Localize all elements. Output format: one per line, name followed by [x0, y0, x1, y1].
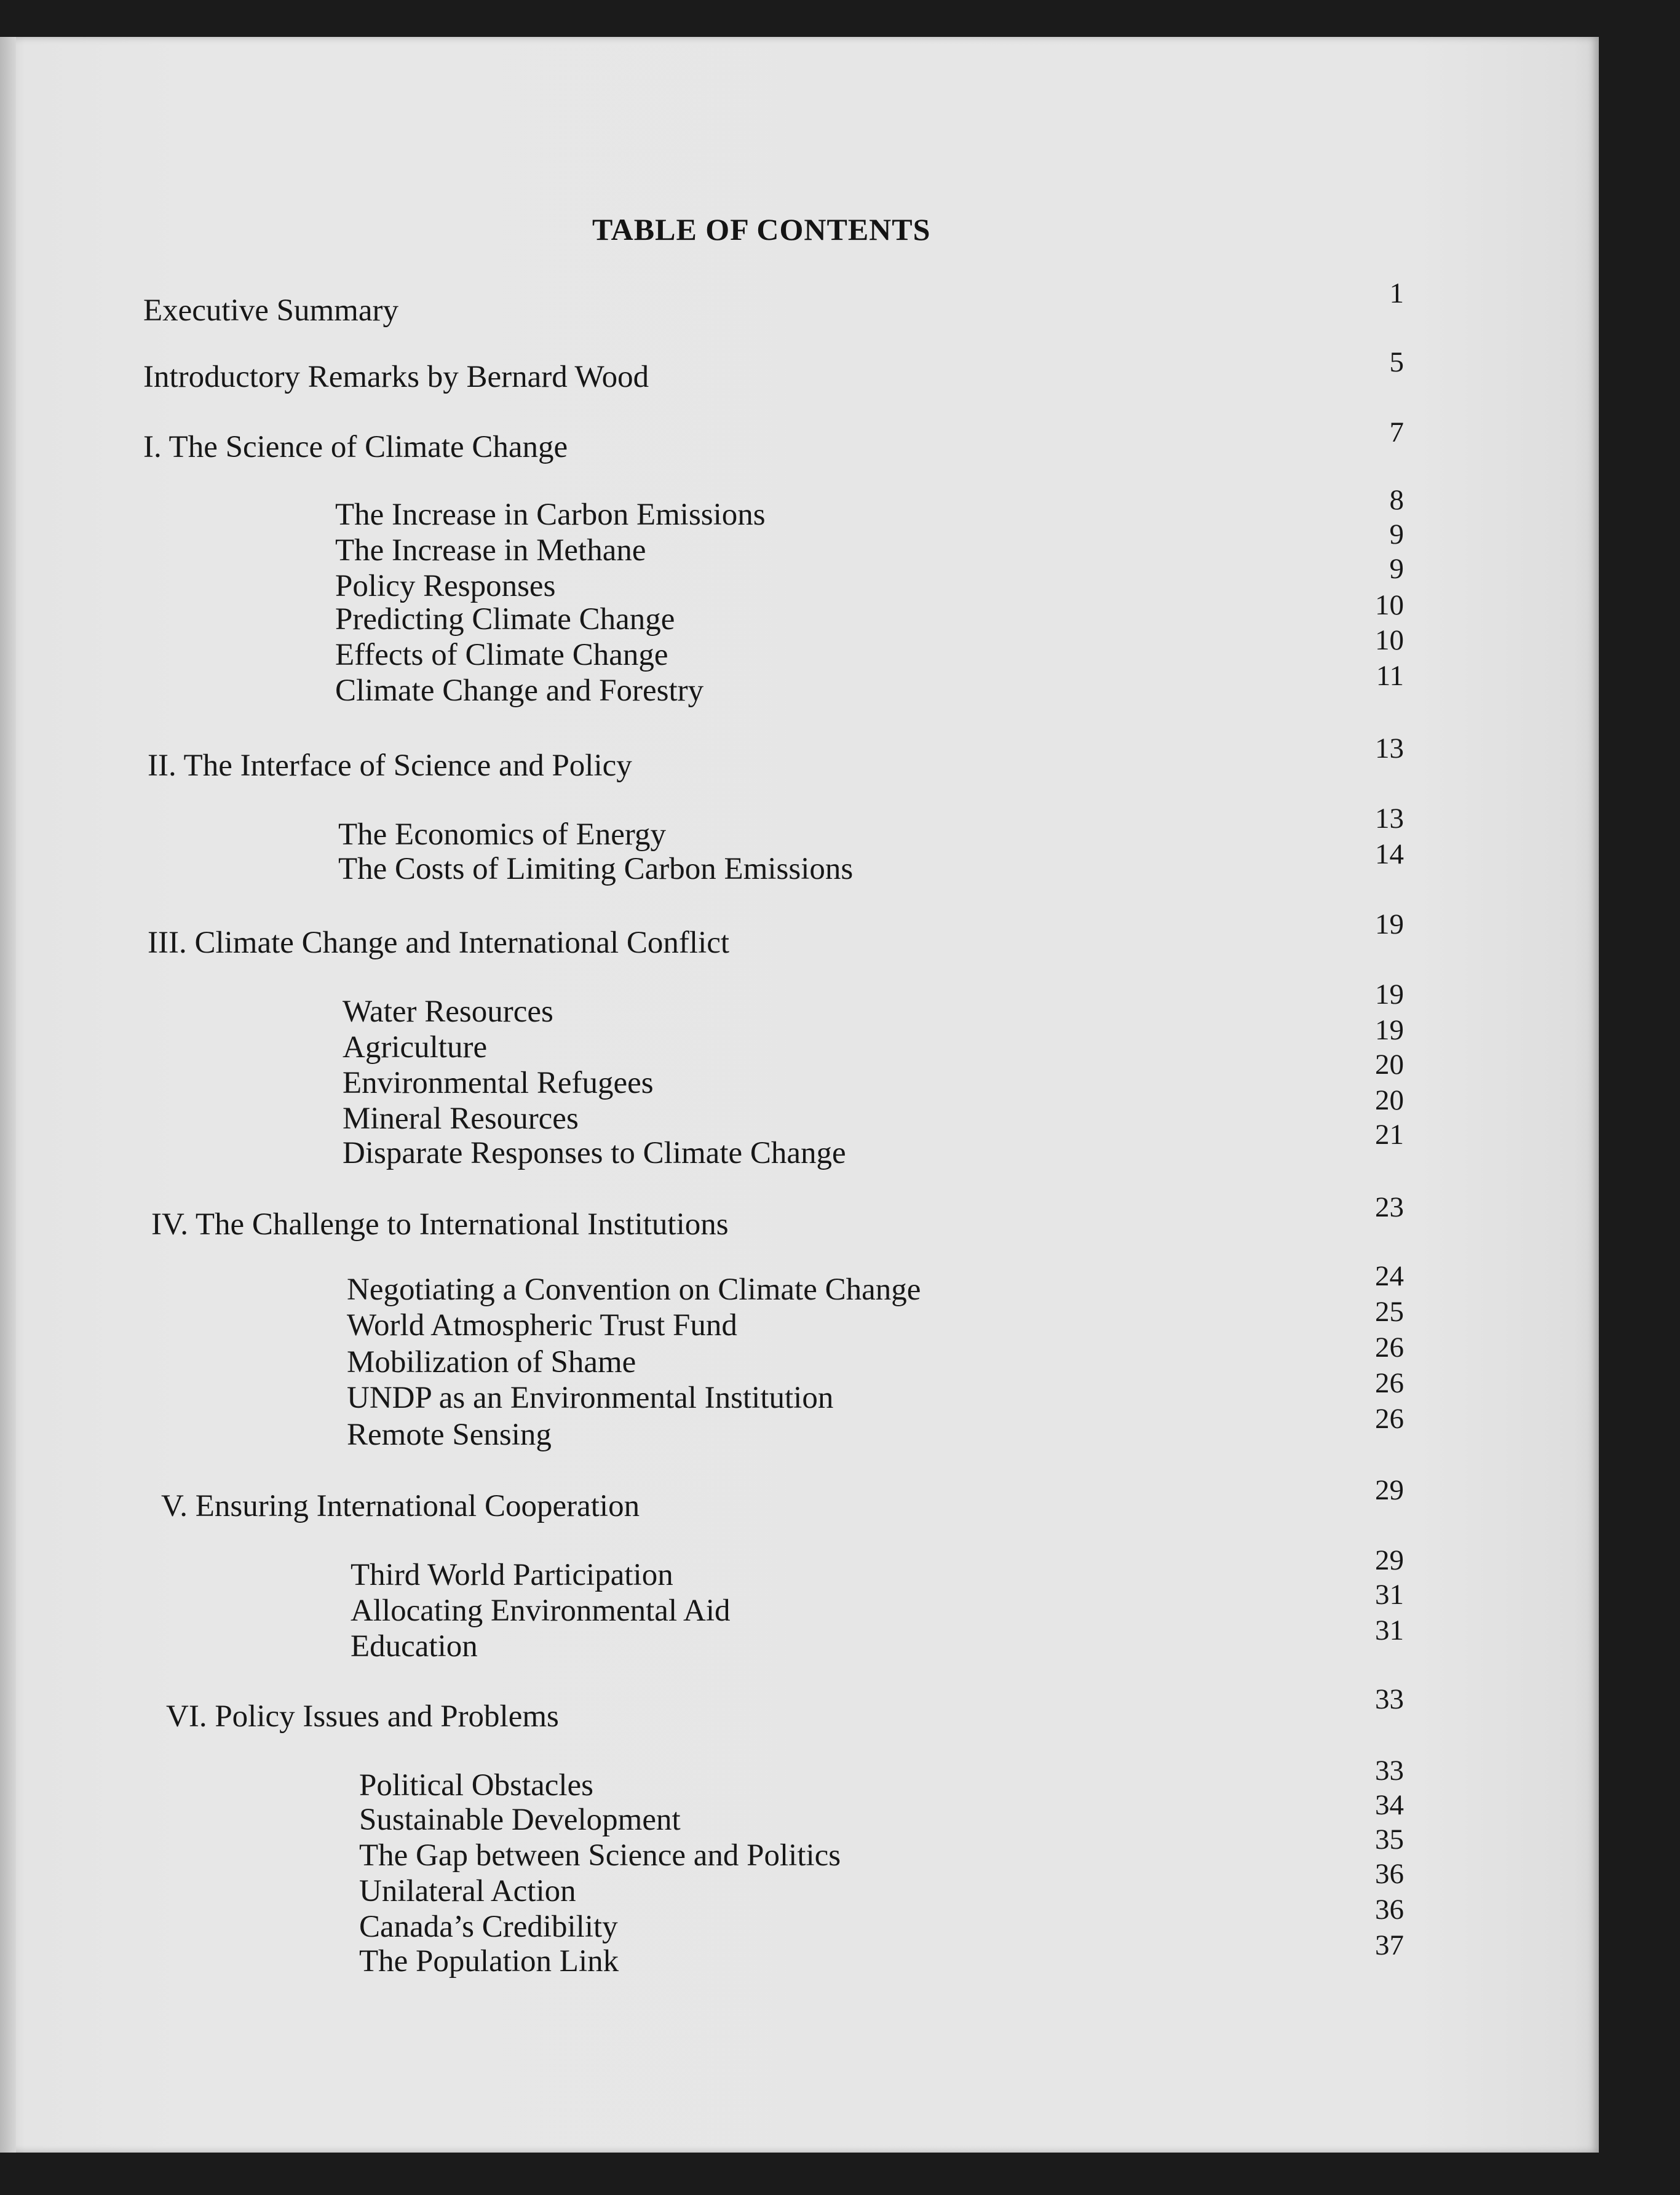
toc-page-number: 10 — [1375, 589, 1404, 621]
toc-subentry[interactable]: UNDP as an Environmental Institution — [347, 1381, 834, 1415]
toc-page-number: 20 — [1375, 1049, 1404, 1081]
toc-subentry[interactable]: Agriculture — [343, 1030, 488, 1065]
toc-page-number: 19 — [1375, 978, 1404, 1010]
toc-subentry[interactable]: Unilateral Action — [359, 1874, 576, 1908]
toc-page-number: 9 — [1389, 518, 1404, 550]
toc-subentry[interactable]: Education — [351, 1629, 478, 1664]
toc-page-number: 24 — [1375, 1260, 1404, 1292]
toc-subentry[interactable]: Policy Responses — [335, 569, 556, 603]
toc-page-number: 29 — [1375, 1474, 1404, 1506]
toc-subentry[interactable]: The Population Link — [359, 1944, 619, 1979]
toc-page-number: 8 — [1389, 484, 1404, 516]
toc-page-number: 9 — [1389, 553, 1404, 585]
toc-page-number: 26 — [1375, 1403, 1404, 1435]
toc-subentry[interactable]: Negotiating a Convention on Climate Change — [347, 1272, 921, 1307]
toc-page-number: 33 — [1375, 1755, 1404, 1787]
toc-subentry[interactable]: Allocating Environmental Aid — [351, 1594, 731, 1628]
toc-title: TABLE OF CONTENTS — [592, 212, 931, 247]
toc-page-number: 5 — [1389, 346, 1404, 378]
toc-page-number: 10 — [1375, 624, 1404, 656]
toc-section-heading[interactable]: II. The Interface of Science and Policy — [148, 748, 632, 783]
toc-section-heading[interactable]: VI. Policy Issues and Problems — [166, 1699, 559, 1734]
toc-page-number: 31 — [1375, 1614, 1404, 1646]
toc-page-number: 26 — [1375, 1332, 1404, 1363]
toc-section-heading[interactable]: III. Climate Change and International Conflict — [148, 926, 730, 960]
toc-page-number: 1 — [1389, 277, 1404, 309]
toc-subentry[interactable]: Third World Participation — [351, 1558, 673, 1592]
toc-subentry[interactable]: Disparate Responses to Climate Change — [343, 1136, 846, 1170]
toc-page-number: 37 — [1375, 1929, 1404, 1961]
toc-page-number: 33 — [1375, 1683, 1404, 1715]
toc-subentry[interactable]: The Increase in Methane — [335, 533, 646, 568]
toc-page-number: 31 — [1375, 1579, 1404, 1611]
toc-section-heading[interactable]: I. The Science of Climate Change — [143, 430, 568, 464]
toc-subentry[interactable]: Water Resources — [343, 994, 553, 1029]
toc-subentry[interactable]: Canada’s Credibility — [359, 1910, 618, 1944]
toc-subentry[interactable]: The Economics of Energy — [338, 817, 666, 852]
toc-subentry[interactable]: Mineral Resources — [343, 1101, 579, 1136]
toc-page-number: 36 — [1375, 1858, 1404, 1890]
toc-subentry[interactable]: Climate Change and Forestry — [335, 673, 704, 708]
toc-subentry[interactable]: Predicting Climate Change — [335, 602, 675, 637]
toc-subentry[interactable]: Effects of Climate Change — [335, 638, 668, 672]
toc-subentry[interactable]: The Costs of Limiting Carbon Emissions — [338, 852, 854, 886]
toc-page-number: 34 — [1375, 1789, 1404, 1821]
toc-page-number: 21 — [1375, 1119, 1404, 1151]
toc-subentry[interactable]: Remote Sensing — [347, 1418, 552, 1452]
toc-page-number: 35 — [1375, 1824, 1404, 1856]
toc-page-number: 19 — [1375, 1014, 1404, 1046]
toc-page-number: 13 — [1375, 803, 1404, 835]
toc-page-number: 20 — [1375, 1084, 1404, 1116]
toc-subentry[interactable]: Political Obstacles — [359, 1768, 594, 1803]
toc-page-number: 25 — [1375, 1296, 1404, 1328]
toc-section-heading[interactable]: IV. The Challenge to International Institutions — [151, 1207, 729, 1242]
toc-section-heading[interactable]: V. Ensuring International Cooperation — [161, 1489, 640, 1523]
toc-subentry[interactable]: Sustainable Development — [359, 1803, 681, 1837]
toc-page-number: 11 — [1376, 660, 1404, 692]
toc-subentry[interactable]: World Atmospheric Trust Fund — [347, 1308, 737, 1343]
toc-page-number: 13 — [1375, 732, 1404, 764]
toc-page-number: 26 — [1375, 1367, 1404, 1399]
toc-subentry[interactable]: Environmental Refugees — [343, 1066, 654, 1100]
toc-page-number: 7 — [1389, 416, 1404, 448]
toc-subentry[interactable]: Mobilization of Shame — [347, 1345, 636, 1379]
toc-page-number: 19 — [1375, 908, 1404, 940]
toc-entry[interactable]: Introductory Remarks by Bernard Wood — [143, 360, 649, 394]
toc-entry[interactable]: Executive Summary — [143, 293, 398, 328]
toc-page-number: 23 — [1375, 1191, 1404, 1223]
toc-page-number: 29 — [1375, 1544, 1404, 1576]
toc-page-number: 36 — [1375, 1894, 1404, 1926]
toc-subentry[interactable]: The Gap between Science and Politics — [359, 1838, 841, 1873]
toc-subentry[interactable]: The Increase in Carbon Emissions — [335, 498, 766, 532]
toc-page-number: 14 — [1375, 838, 1404, 870]
